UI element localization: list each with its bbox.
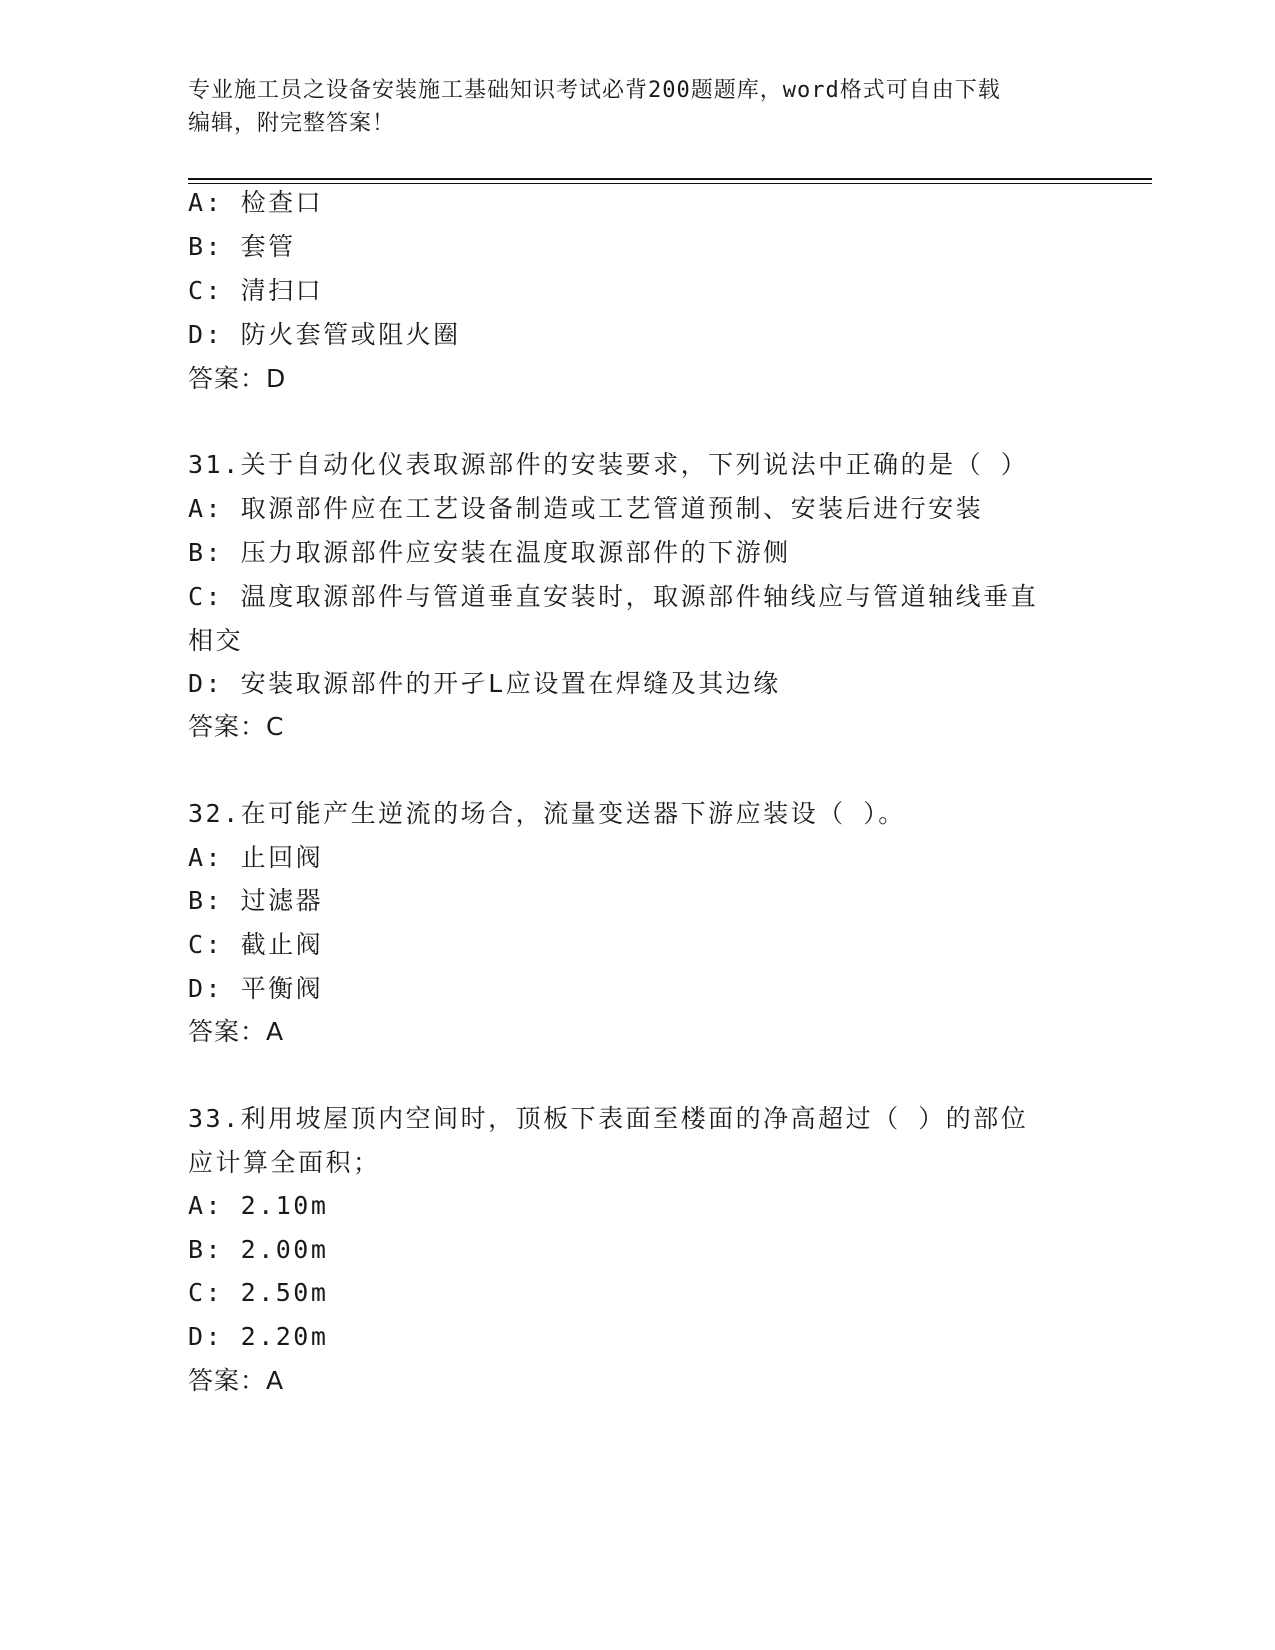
q33-question-line-1: 33.利用坡屋顶内空间时，顶板下表面至楼面的净高超过（ ）的部位 (188, 1104, 1029, 1133)
q32-option-b: B: 过滤器 (188, 886, 324, 915)
q32-option-a: A: 止回阀 (188, 843, 324, 872)
header-title-line-1: 专业施工员之设备安装施工基础知识考试必背200题题库，word格式可自由下载 (188, 78, 1001, 103)
q32-option-d: D: 平衡阀 (188, 974, 324, 1003)
q33-option-d: D: 2.20m (188, 1322, 329, 1351)
q31-answer: 答案：C (188, 712, 285, 741)
q31-option-c-line-2: 相交 (188, 626, 244, 655)
header-title-line-2: 编辑，附完整答案！ (188, 111, 396, 136)
document-header (188, 74, 1068, 140)
q33-option-a: A: 2.10m (188, 1191, 329, 1220)
q31-option-b: B: 压力取源部件应安装在温度取源部件的下游侧 (188, 538, 791, 567)
q30-option-b: B: 套管 (188, 232, 296, 261)
q32-answer: 答案：A (188, 1017, 285, 1046)
q30-option-d: D: 防火套管或阻火圈 (188, 320, 461, 349)
q32-option-c: C: 截止阀 (188, 930, 324, 959)
q33-answer: 答案：A (188, 1366, 285, 1395)
header-divider-thick (188, 178, 1152, 180)
q31-question: 31.关于自动化仪表取源部件的安装要求，下列说法中正确的是（ ） (188, 450, 1029, 479)
header-divider-thin (188, 183, 1152, 184)
q31-option-a: A: 取源部件应在工艺设备制造或工艺管道预制、安装后进行安装 (188, 494, 984, 523)
q31-option-c-line-1: C: 温度取源部件与管道垂直安装时，取源部件轴线应与管道轴线垂直 (188, 582, 1039, 611)
q32-question: 32.在可能产生逆流的场合，流量变送器下游应装设（ ）。 (188, 799, 906, 828)
q33-option-b: B: 2.00m (188, 1235, 329, 1264)
q33-option-c: C: 2.50m (188, 1278, 329, 1307)
q31-option-d: D: 安装取源部件的开孑L应设置在焊缝及其边缘 (188, 669, 781, 698)
q30-option-c: C: 清扫口 (188, 276, 324, 305)
q33-question-line-2: 应计算全面积； (188, 1148, 381, 1177)
q30-option-a: A: 检查口 (188, 188, 324, 217)
q30-answer: 答案：D (188, 364, 287, 393)
